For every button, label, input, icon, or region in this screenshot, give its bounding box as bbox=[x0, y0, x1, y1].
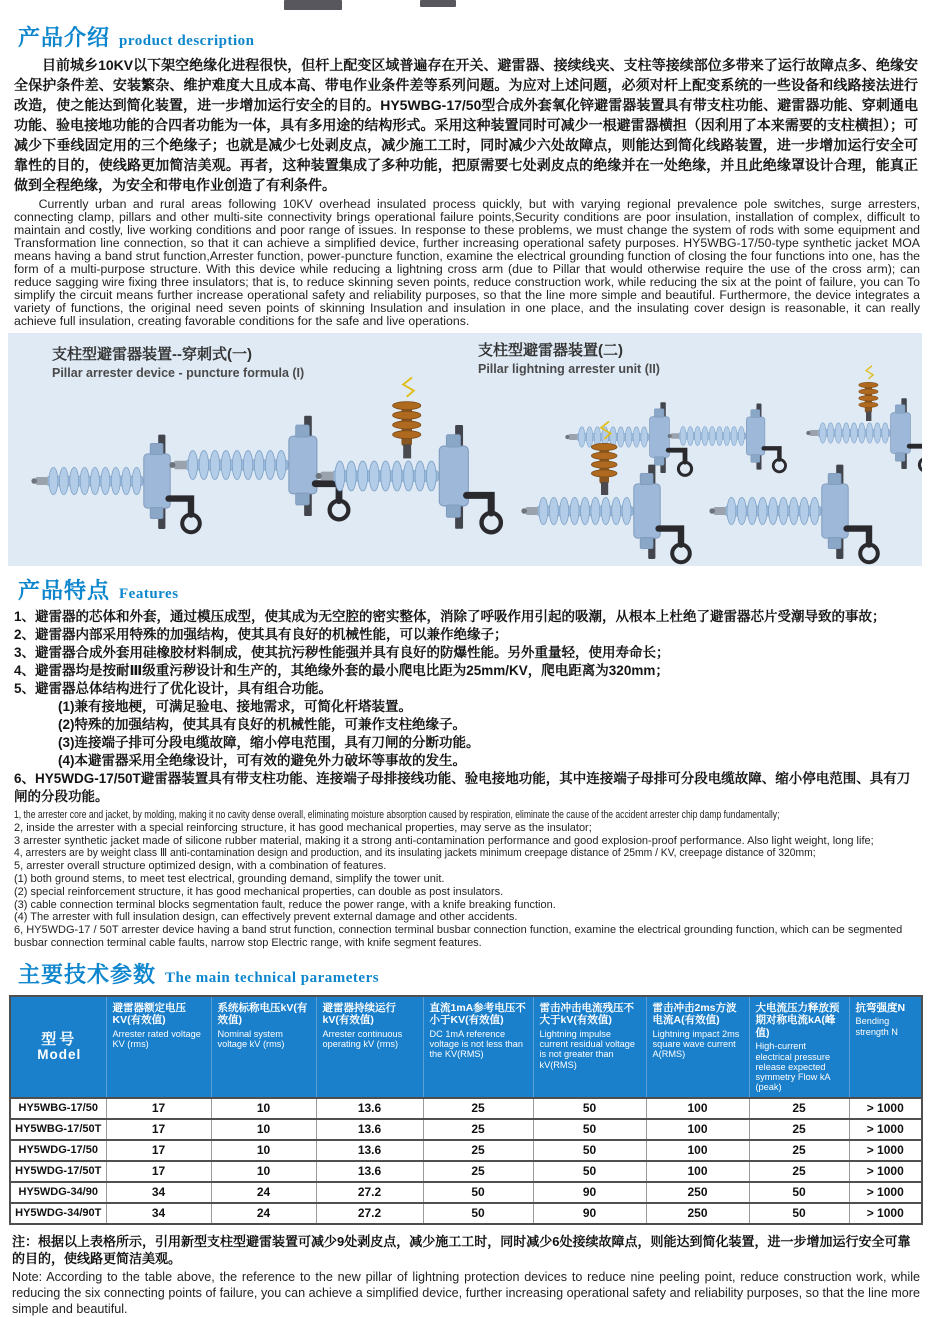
table-note-en: Note: According to the table above, the reference to the new pillar of lightning protection devices to reduce nine peeling point, reduce construction work, while reducing the six connecting points of failure, you can achieve a simplified device, further increasing operational safety and reliability purposes, so that the line more simple and beautiful. bbox=[12, 1269, 920, 1317]
column-header bbox=[106, 996, 211, 1098]
cell: 100 bbox=[646, 1140, 749, 1161]
parameters-table bbox=[9, 995, 923, 1225]
column-header-en: Bending strength N bbox=[855, 1016, 898, 1037]
features-list-cn bbox=[14, 608, 916, 806]
cell: 25 bbox=[423, 1140, 533, 1161]
feature-item-cn: 4、避雷器均是按耐Ⅲ级重污秽设计和生产的，其绝缘外套的最小爬电比距为25mm/KV，爬电距离为320mm； bbox=[14, 663, 669, 678]
feature-subitem-cn: (2)特殊的加强结构，使其具有良好的机械性能，可兼作支柱绝缘子。 bbox=[58, 717, 466, 732]
column-header-cn: 避雷器持续运行kV(有效值) bbox=[322, 1001, 396, 1027]
cell: 50 bbox=[533, 1098, 646, 1119]
column-header bbox=[849, 996, 922, 1098]
feature-item-en: 5, arrester overall structure optimized design, with a combination of features. bbox=[14, 860, 387, 873]
figure-title-right-en: Pillar lightning arrester unit (II) bbox=[478, 362, 660, 376]
cell: 25 bbox=[423, 1119, 533, 1140]
intro-heading-en: product description bbox=[119, 33, 255, 49]
feature-subitem-en: (4) The arrester with full insulation design, can effectively prevent external damage and other accidents. bbox=[14, 911, 518, 924]
column-header bbox=[423, 996, 533, 1098]
column-header bbox=[316, 996, 423, 1098]
column-header-cn: 大电流压力释放预期对称电流kA(峰值) bbox=[755, 1001, 840, 1039]
column-header-en: DC 1mA reference voltage is not less than the KV(RMS) bbox=[429, 1028, 523, 1060]
feature-item-cn: 1、避雷器的芯体和外套，通过模压成型，使其成为无空腔的密实整体，消除了呼吸作用引起的吸潮，从根本上杜绝了避雷器芯片受潮导致的事故； bbox=[14, 609, 886, 624]
feature-subitem-en: (2) special reinforcement structure, it has good mechanical properties, can double as post insulators. bbox=[14, 885, 504, 898]
cell: 25 bbox=[749, 1098, 849, 1119]
cell-model: HY5WDG-17/50T bbox=[10, 1161, 106, 1182]
cell: 17 bbox=[106, 1119, 211, 1140]
figure-title-right-cn: 支柱型避雷器装置(二) bbox=[478, 342, 623, 359]
cell: 34 bbox=[106, 1182, 211, 1203]
column-header-en: Arrester continuous operating kV (rms) bbox=[322, 1028, 403, 1050]
column-header-en: Arrester rated voltage KV (rms) bbox=[112, 1028, 201, 1050]
column-header-cn: 系统标称电压kV(有效值) bbox=[217, 1001, 308, 1027]
cell: 50 bbox=[533, 1140, 646, 1161]
table-row bbox=[10, 1203, 922, 1224]
column-header-en: Model bbox=[37, 1047, 82, 1063]
cell: 10 bbox=[211, 1119, 316, 1140]
table-row bbox=[10, 1098, 922, 1119]
intro-section-heading bbox=[18, 21, 930, 52]
column-header-cn: 型号 bbox=[41, 1030, 78, 1048]
table-row bbox=[10, 1119, 922, 1140]
feature-subitem-cn: (4)本避雷器采用全绝缘设计，可有效的避免外力破坏等事故的发生。 bbox=[58, 753, 466, 768]
cell: 27.2 bbox=[316, 1203, 423, 1224]
feature-subitem-cn: (3)连接端子排可分段电缆故障，缩小停电范围，具有刀闸的分断功能。 bbox=[58, 735, 480, 750]
cell: 17 bbox=[106, 1161, 211, 1182]
cell: 10 bbox=[211, 1161, 316, 1182]
column-header-cn: 雷击冲击电流残压不大于kV(有效值) bbox=[539, 1001, 634, 1027]
column-header bbox=[533, 996, 646, 1098]
cell: 27.2 bbox=[316, 1182, 423, 1203]
parameters-heading-en: The main technical parameters bbox=[165, 969, 380, 986]
cell-model: HY5WDG-34/90T bbox=[10, 1203, 106, 1224]
feature-item-en: 3 arrester synthetic jacket made of silicone rubber material, making it a strong anti-contamination performance and good explosion-proof performance. Also light weight, long life; bbox=[14, 834, 874, 847]
feature-subitem-en: (3) cable connection terminal blocks segmentation fault, reduce the power range, with a knife breaking function. bbox=[14, 898, 556, 911]
cell: 25 bbox=[749, 1119, 849, 1140]
column-header-en: High-current electrical pressure release expected symmetry Flow kA (peak) bbox=[755, 1041, 831, 1093]
cell: > 1000 bbox=[849, 1203, 922, 1224]
cell: 25 bbox=[749, 1161, 849, 1182]
feature-item-cn: 5、避雷器总体结构进行了优化设计，具有组合功能。 bbox=[14, 681, 333, 696]
cell: 50 bbox=[423, 1203, 533, 1224]
cell: 50 bbox=[533, 1119, 646, 1140]
cell: > 1000 bbox=[849, 1161, 922, 1182]
product-figure-panel bbox=[8, 333, 922, 566]
cell: 100 bbox=[646, 1098, 749, 1119]
cell: 25 bbox=[749, 1140, 849, 1161]
features-list-en bbox=[14, 809, 916, 950]
figure-title-left-cn: 支柱型避雷器装置--穿刺式(一) bbox=[52, 346, 252, 363]
cell: > 1000 bbox=[849, 1119, 922, 1140]
cell: > 1000 bbox=[849, 1140, 922, 1161]
table-header-row bbox=[10, 996, 922, 1098]
table-note bbox=[12, 1233, 920, 1317]
feature-item-cn: 3、避雷器合成外套用硅橡胶材料制成，使其抗污秽性能强并具有良好的防爆性能。另外重量轻，使用寿命长； bbox=[14, 645, 670, 660]
table-row bbox=[10, 1182, 922, 1203]
cell: 25 bbox=[423, 1098, 533, 1119]
top-crop-remnant bbox=[420, 0, 456, 7]
features-heading-en: Features bbox=[119, 586, 179, 602]
table-row bbox=[10, 1140, 922, 1161]
feature-item-cn: 2、避雷器内部采用特殊的加强结构，使其具有良好的机械性能，可以兼作绝缘子； bbox=[14, 627, 508, 642]
feature-subitem-cn: (1)兼有接地梗，可满足验电、接地需求，可简化杆塔装置。 bbox=[58, 699, 412, 714]
cell: 13.6 bbox=[316, 1161, 423, 1182]
cell: 90 bbox=[533, 1182, 646, 1203]
figure-title-left-en: Pillar arrester device - puncture formula (I) bbox=[52, 366, 305, 380]
cell-model: HY5WBG-17/50 bbox=[10, 1098, 106, 1119]
top-crop-remnant bbox=[284, 0, 342, 10]
cell: > 1000 bbox=[849, 1098, 922, 1119]
feature-item-cn: 6、HY5WDG-17/50T避雷器装置具有带支柱功能、连接端子母排接线功能、验电接地功能，其中连接端子母排可分段电缆故障、缩小停电范围、具有刀闸的分段功能。 bbox=[14, 771, 911, 804]
column-header-cn: 直流1mA参考电压不小于KV(有效值) bbox=[429, 1001, 526, 1027]
figure-title-right bbox=[478, 339, 660, 376]
feature-item-en: 6, HY5WDG-17 / 50T arrester device having a band strut function, connection terminal busbar connection function, examine the electrical grounding function, which can be segmented busbar connection terminal cable faults, narrow stop Electric range, with knife segment features. bbox=[14, 924, 903, 949]
cell: 10 bbox=[211, 1140, 316, 1161]
column-header-en: Lightning impact 2ms square wave current A(RMS) bbox=[652, 1028, 740, 1060]
cell: 25 bbox=[423, 1161, 533, 1182]
cell: 34 bbox=[106, 1203, 211, 1224]
feature-subitem-en: (1) both ground stems, to meet test electrical, grounding demand, simplify the tower unit. bbox=[14, 872, 445, 885]
cell: 50 bbox=[423, 1182, 533, 1203]
cell: 10 bbox=[211, 1098, 316, 1119]
intro-paragraph-en: Currently urban and rural areas following 10KV overhead insulated process quickly, but with varying regional prevalence pole switches, surge arresters, connecting clamp, pillars and other multi-site connectivity brings operational failure points,Security conditions are poor insulation, installation of complex, difficult to maintain and costly, live working conditions and poor range of issues. In response to these problems, we must change the system of rods with some equipment and Transformation line connection, so that it can achieve a simplified device, further increasing operational safety purposes. HY5WBG-17/50-type synthetic jacket MOA means having a band strut function,Arrester function, power-puncture function, examine the electrical grounding function of closing the four functions into one, has the form of a multi-purpose structure. With this device while reducing a lightning cross arm (due to Pillar that would otherwise require the use of the cross arm); can reduce sagging wire fixing three insulators; that is, to reduce skinning seven points, reduce construction work, while reducing the six at the point of failure, you can To simplify the circuit means further increase operational safety and reliability purposes, so that the line more simple and beautiful. Furthermore, the device integrates a variety of functions, the original need seven points of skinning Insulation and insulation in one place, and the insulating cover design is reasonable, it can really achieve full insulation, creating favorable conditions for the safe and live operations. bbox=[14, 197, 920, 328]
feature-item-en: 4, arresters are by weight class Ⅲ anti-contamination design and production, and its insulating jackets minimum creepage distance of 25mm / KV, creepage distance of 320mm; bbox=[14, 847, 816, 860]
cell: > 1000 bbox=[849, 1182, 922, 1203]
table-row bbox=[10, 1161, 922, 1182]
feature-item-en: 2, inside the arrester with a special reinforcing structure, it has good mechanical properties, may serve as the insulator; bbox=[14, 821, 592, 834]
cell: 24 bbox=[211, 1182, 316, 1203]
cell-model: HY5WBG-17/50T bbox=[10, 1119, 106, 1140]
top-crop-strip bbox=[0, 0, 930, 13]
column-header-cn: 避雷器额定电压KV(有效值) bbox=[112, 1001, 186, 1027]
figure-title-left bbox=[52, 343, 304, 380]
cell-model: HY5WDG-17/50 bbox=[10, 1140, 106, 1161]
column-header-model bbox=[10, 996, 106, 1098]
features-heading-cn: 产品特点 bbox=[18, 578, 111, 603]
cell: 50 bbox=[749, 1182, 849, 1203]
column-header-cn: 抗弯强度N bbox=[855, 1001, 906, 1014]
cell: 13.6 bbox=[316, 1140, 423, 1161]
feature-item-en: 1, the arrester core and jacket, by molding, making it no cavity dense overall, eliminating moisture absorption caused by respiration, eliminate the cause of the accident arrester chip damp fundamentally; bbox=[14, 809, 780, 821]
cell: 17 bbox=[106, 1140, 211, 1161]
intro-paragraph-cn: 目前城乡10KV以下架空绝缘化进程很快，但杆上配变区域普遍存在开关、避雷器、接续线夹、支柱等接续部位多带来了运行故障点多、绝缘安全保护条件差、安装繁杂、维护难度大且成本高、带电作业条件差等系列问题。为应对上述问题，必须对杆上配变系统的一些设备和线路接法进行改造，使之能达到简化装置，进一步增加运行安全的目的。HY5WBG-17/50型合成外套氧化锌避雷器装置具有带支柱功能、避雷器功能、穿刺通电功能、验电接地功能的合四者功能为一体，具有多用途的结构形式。采用这种装置同时可减少一根避雷器横担（因利用了本来需要的支柱横担）；可减少下垂线固定用的三个绝缘子；也就是减少七处剥皮点，减少施工工时，同时减少六处故障点，则能达到简化线路装置，进一步增加运行安全可靠性的目的，使线路更加简洁美观。再者，这种装置集成了多种功能，把原需要七处剥皮点的绝缘并在一处绝缘，并且此绝缘罩设计合理，能真正做到全程绝缘，为安全和带电作业创造了有利条件。 bbox=[14, 57, 918, 193]
cell: 24 bbox=[211, 1203, 316, 1224]
column-header bbox=[211, 996, 316, 1098]
cell: 13.6 bbox=[316, 1098, 423, 1119]
cell: 50 bbox=[533, 1161, 646, 1182]
cell: 100 bbox=[646, 1161, 749, 1182]
cell: 100 bbox=[646, 1119, 749, 1140]
cell: 50 bbox=[749, 1203, 849, 1224]
cell: 250 bbox=[646, 1203, 749, 1224]
cell-model: HY5WDG-34/90 bbox=[10, 1182, 106, 1203]
cell: 17 bbox=[106, 1098, 211, 1119]
column-header-cn: 雷击冲击2ms方波电流A(有效值) bbox=[652, 1001, 737, 1027]
column-header-en: Lightning impulse current residual voltage is not greater than kV(RMS) bbox=[539, 1028, 635, 1070]
cell: 250 bbox=[646, 1182, 749, 1203]
column-header-en: Nominal system voltage kV (rms) bbox=[217, 1028, 285, 1050]
column-header bbox=[749, 996, 849, 1098]
cell: 13.6 bbox=[316, 1119, 423, 1140]
features-section-heading bbox=[18, 574, 930, 605]
table-note-cn: 注：根据以上表格所示，引用新型支柱型避雷装置可减少9处剥皮点，减少施工工时，同时减少6处接续故障点，则能达到简化装置，进一步增加运行安全可靠的目的，使线路更简洁美观。 bbox=[12, 1233, 911, 1266]
column-header bbox=[646, 996, 749, 1098]
parameters-section-heading bbox=[18, 958, 930, 989]
intro-heading-cn: 产品介绍 bbox=[18, 25, 111, 50]
cell: 90 bbox=[533, 1203, 646, 1224]
parameters-heading-cn: 主要技术参数 bbox=[18, 961, 157, 987]
